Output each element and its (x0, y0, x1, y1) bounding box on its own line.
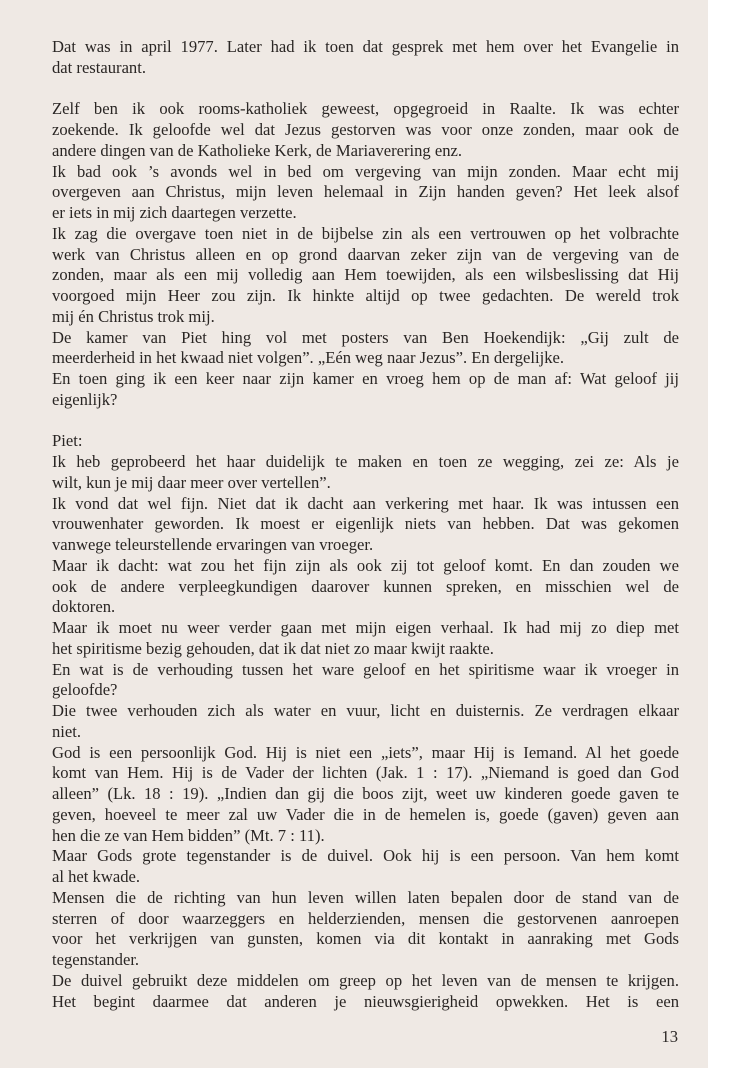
text-line: sterren of door waarzeggers en helderzienden, mensen die gestorvenen aanroepen (52, 908, 679, 928)
text-line: En toen ging ik een keer naar zijn kamer en vroeg hem op de man af: Wat geloof jij (52, 369, 679, 388)
text-line: Maar Gods grote tegenstander is de duivel. Ook hij is een persoon. Van hem komt (52, 846, 679, 866)
paragraph (52, 452, 679, 494)
text-line: zoekende. Ik geloofde wel dat Jezus gestorven was voor onze zonden, maar ook de (52, 120, 679, 139)
text-line: overgeven aan Christus, mijn leven helemaal in Zijn handen geven? Het leek alsof (52, 182, 679, 202)
text-line: geloofde? (52, 680, 118, 700)
text-line: De duivel gebruikt deze middelen om greep op het leven van de mensen te krijgen. (52, 970, 679, 990)
paragraph (52, 846, 679, 888)
paragraph-spacer (52, 411, 679, 432)
body-text (52, 37, 679, 1012)
paragraph (52, 37, 679, 79)
text-line: Ik vond dat wel fijn. Niet dat ik dacht aan verkering met haar. Ik was intussen een (52, 493, 679, 513)
speaker-heading: Piet: (52, 431, 83, 451)
paragraph (52, 328, 679, 370)
text-line: voorgoed mijn Heer zou zijn. Ik hinkte altijd op twee gedachten. De wereld trok (52, 286, 679, 305)
paragraph (52, 162, 679, 224)
paragraph (52, 224, 679, 328)
paragraph (52, 369, 679, 411)
paragraph (52, 618, 679, 660)
paragraph (52, 660, 679, 702)
text-line: geven, hoeveel te meer zal uw Vader die in de hemelen is, goede (gaven) geven aan (52, 804, 679, 824)
text-line: het spiritisme bezig gehouden, dat ik dat niet zo maar kwijt raakte. (52, 638, 494, 658)
text-line: ook de andere verpleegkundigen daarover kunnen spreken, en misschien wel de (52, 576, 679, 596)
text-line: Dat was in april 1977. Later had ik toen dat gesprek met hem over het Evangelie in (52, 37, 679, 56)
paragraph (52, 743, 679, 847)
text-line: mij én Christus trok mij. (52, 306, 215, 326)
text-line: andere dingen van de Katholieke Kerk, de Mariaverering enz. (52, 140, 463, 160)
text-line: voor het verkrijgen van gunsten, komen via dit kontakt in aanraking met Gods (52, 929, 679, 949)
text-line: vanwege teleurstellende ervaringen van vroeger. (52, 535, 374, 554)
text-line: Maar ik moet nu weer verder gaan met mijn eigen verhaal. Ik had mij zo diep met (52, 618, 679, 637)
text-line: hen die ze van Hem bidden” (Mt. 7 : 11). (52, 825, 325, 845)
text-line: al het kwade. (52, 867, 141, 886)
text-line: God is een persoonlijk God. Hij is niet een „iets”, maar Hij is Iemand. Al het goede (52, 742, 679, 762)
text-line: Mensen die de richting van hun leven willen laten bepalen door de stand van de (52, 887, 679, 907)
text-line: Het begint daarmee dat anderen je nieuwsgierigheid opwekken. Het is een (52, 991, 679, 1011)
text-line: meerderheid in het kwaad niet volgen”. „Eén weg naar Jezus”. En dergelijke. (52, 348, 565, 368)
page-number: 13 (661, 1027, 678, 1046)
paragraph (52, 99, 679, 161)
text-line: dat restaurant. (52, 57, 146, 77)
text-line: Ik zag die overgave toen niet in de bijbelse zin als een vertrouwen op het volbrachte (52, 223, 679, 243)
text-line: Maar ik dacht: wat zou het fijn zijn als ook zij tot geloof komt. En dan zouden we (52, 555, 679, 575)
text-line: Ik bad ook ’s avonds wel in bed om vergeving van mijn zonden. Maar echt mij (52, 161, 679, 181)
text-line: komt van Hem. Hij is de Vader der lichten (Jak. 1 : 17). „Niemand is goed dan God (52, 763, 679, 783)
text-line: niet. (52, 721, 82, 741)
paragraph-spacer (52, 79, 679, 100)
text-line: werk van Christus alleen en op grond daarvan zeker zijn van de vergeving van de (52, 244, 679, 264)
text-line: Die twee verhouden zich als water en vuur, licht en duisternis. Ze verdragen elkaar (52, 701, 679, 720)
text-line: En wat is de verhouding tussen het ware geloof en het spiritisme waar ik vroeger in (52, 659, 679, 679)
text-line: zonden, maar als een mij volledig aan Hem toewijden, als een wilsbeslissing dat Hij (52, 265, 679, 285)
paragraph (52, 494, 679, 556)
paragraph (52, 888, 679, 971)
text-line: alleen” (Lk. 18 : 19). „Indien dan gij die boos zijt, weet uw kinderen goede gaven te (52, 784, 679, 803)
text-line: wilt, kun je mij daar meer over vertellen”. (52, 472, 331, 492)
text-line: doktoren. (52, 597, 116, 617)
text-line: tegenstander. (52, 950, 140, 969)
text-line: Ik heb geprobeerd het haar duidelijk te maken en toen ze wegging, zei ze: Als je (52, 452, 679, 471)
paragraph (52, 971, 679, 1013)
paragraph (52, 701, 679, 743)
text-line: vrouwenhater geworden. Ik moest er eigenlijk niets van hebben. Dat was gekomen (52, 514, 679, 534)
text-line: De kamer van Piet hing vol met posters van Ben Hoekendijk: „Gij zult de (52, 327, 679, 347)
text-line: er iets in mij zich daartegen verzette. (52, 203, 297, 222)
text-line: eigenlijk? (52, 389, 118, 409)
text-line: Zelf ben ik ook rooms-katholiek geweest, opgegroeid in Raalte. Ik was echter (52, 99, 679, 119)
paragraph (52, 556, 679, 618)
